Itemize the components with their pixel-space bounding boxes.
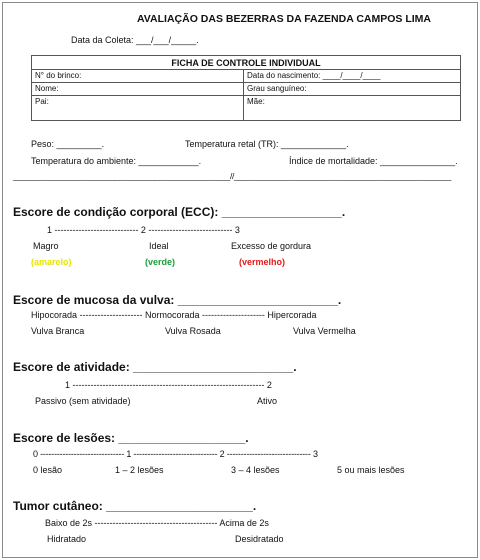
sheet-row <box>32 83 460 96</box>
lesions-scale: 0 ------------------------------ 1 ------------------------------ 2 ------------------------------ 3 <box>33 449 318 459</box>
sheet-header: FICHA DE CONTROLE INDIVIDUAL <box>32 56 460 70</box>
activity-title[interactable]: Escore de atividade: ________________________. <box>13 360 297 374</box>
lesions-title[interactable]: Escore de lesões: ___________________. <box>13 431 249 445</box>
activity-label-active: Ativo <box>257 396 278 406</box>
tumor-label-dehydrated: Desidratado <box>235 534 284 544</box>
ear-tag-field[interactable]: N° do brinco: <box>35 71 82 80</box>
ecc-color-green: (verde) <box>145 257 176 267</box>
ambient-temperature-field[interactable]: Temperatura do ambiente: ____________. <box>31 156 202 166</box>
dam-field[interactable]: Mãe: <box>247 97 265 106</box>
ecc-color-red: (vermelho) <box>239 257 286 267</box>
mucosa-label-red: Vulva Vermelha <box>293 326 356 336</box>
mucosa-label-pink: Vulva Rosada <box>165 326 221 336</box>
tumor-label-hydrated: Hidratado <box>47 534 87 544</box>
ecc-scale: 1 ---------------------------- 2 ---------------------------- 3 <box>47 225 240 235</box>
ecc-label-thin: Magro <box>33 241 59 251</box>
mucosa-label-white: Vulva Branca <box>31 326 85 336</box>
mucosa-title[interactable]: Escore de mucosa da vulva: ________________________. <box>13 293 342 307</box>
lesions-label-3-4: 3 – 4 lesões <box>231 465 280 475</box>
weight-field[interactable]: Peso: _________. <box>31 139 105 149</box>
sheet-row <box>32 96 460 109</box>
birth-date-field[interactable]: Data do nascimento: ____/____/____ <box>247 71 381 80</box>
tumor-scale: Baixo de 2s ----------------------------------------- Acima de 2s <box>45 518 269 528</box>
form-title: AVALIAÇÃO DAS BEZERRAS DA FAZENDA CAMPOS LIMA <box>137 13 431 25</box>
sheet-row <box>32 70 460 83</box>
lesions-label-1-2: 1 – 2 lesões <box>115 465 164 475</box>
lesions-label-0: 0 lesão <box>33 465 63 475</box>
blood-grade-field[interactable]: Grau sanguíneo: <box>247 84 307 93</box>
rectal-temperature-field[interactable]: Temperatura retal (TR): _____________. <box>185 139 349 149</box>
ecc-label-excess: Excesso de gordura <box>231 241 312 251</box>
mucosa-scale: Hipocorada --------------------- Normocorada --------------------- Hipercorada <box>31 310 317 320</box>
lesions-label-5-plus: 5 ou mais lesões <box>337 465 405 475</box>
ecc-color-yellow: (amarelo) <box>31 257 72 267</box>
activity-scale: 1 ---------------------------------------------------------------- 2 <box>65 380 272 390</box>
individual-control-sheet <box>31 55 461 121</box>
tumor-title[interactable]: Tumor cutâneo: ______________________. <box>13 499 257 513</box>
ecc-title[interactable]: Escore de condição corporal (ECC): __________________. <box>13 205 346 219</box>
collection-date-field[interactable]: Data da Coleta: ___/___/_____. <box>71 35 199 45</box>
ecc-label-ideal: Ideal <box>149 241 169 251</box>
sire-field[interactable]: Pai: <box>35 97 49 106</box>
name-field[interactable]: Nome: <box>35 84 59 93</box>
activity-label-passive: Passivo (sem atividade) <box>35 396 131 406</box>
section-divider: _________________________________________________//_________________________________________________ <box>13 171 451 181</box>
evaluation-form-page <box>2 2 478 558</box>
mortality-index-field[interactable]: Índice de mortalidade: _______________. <box>289 156 458 166</box>
